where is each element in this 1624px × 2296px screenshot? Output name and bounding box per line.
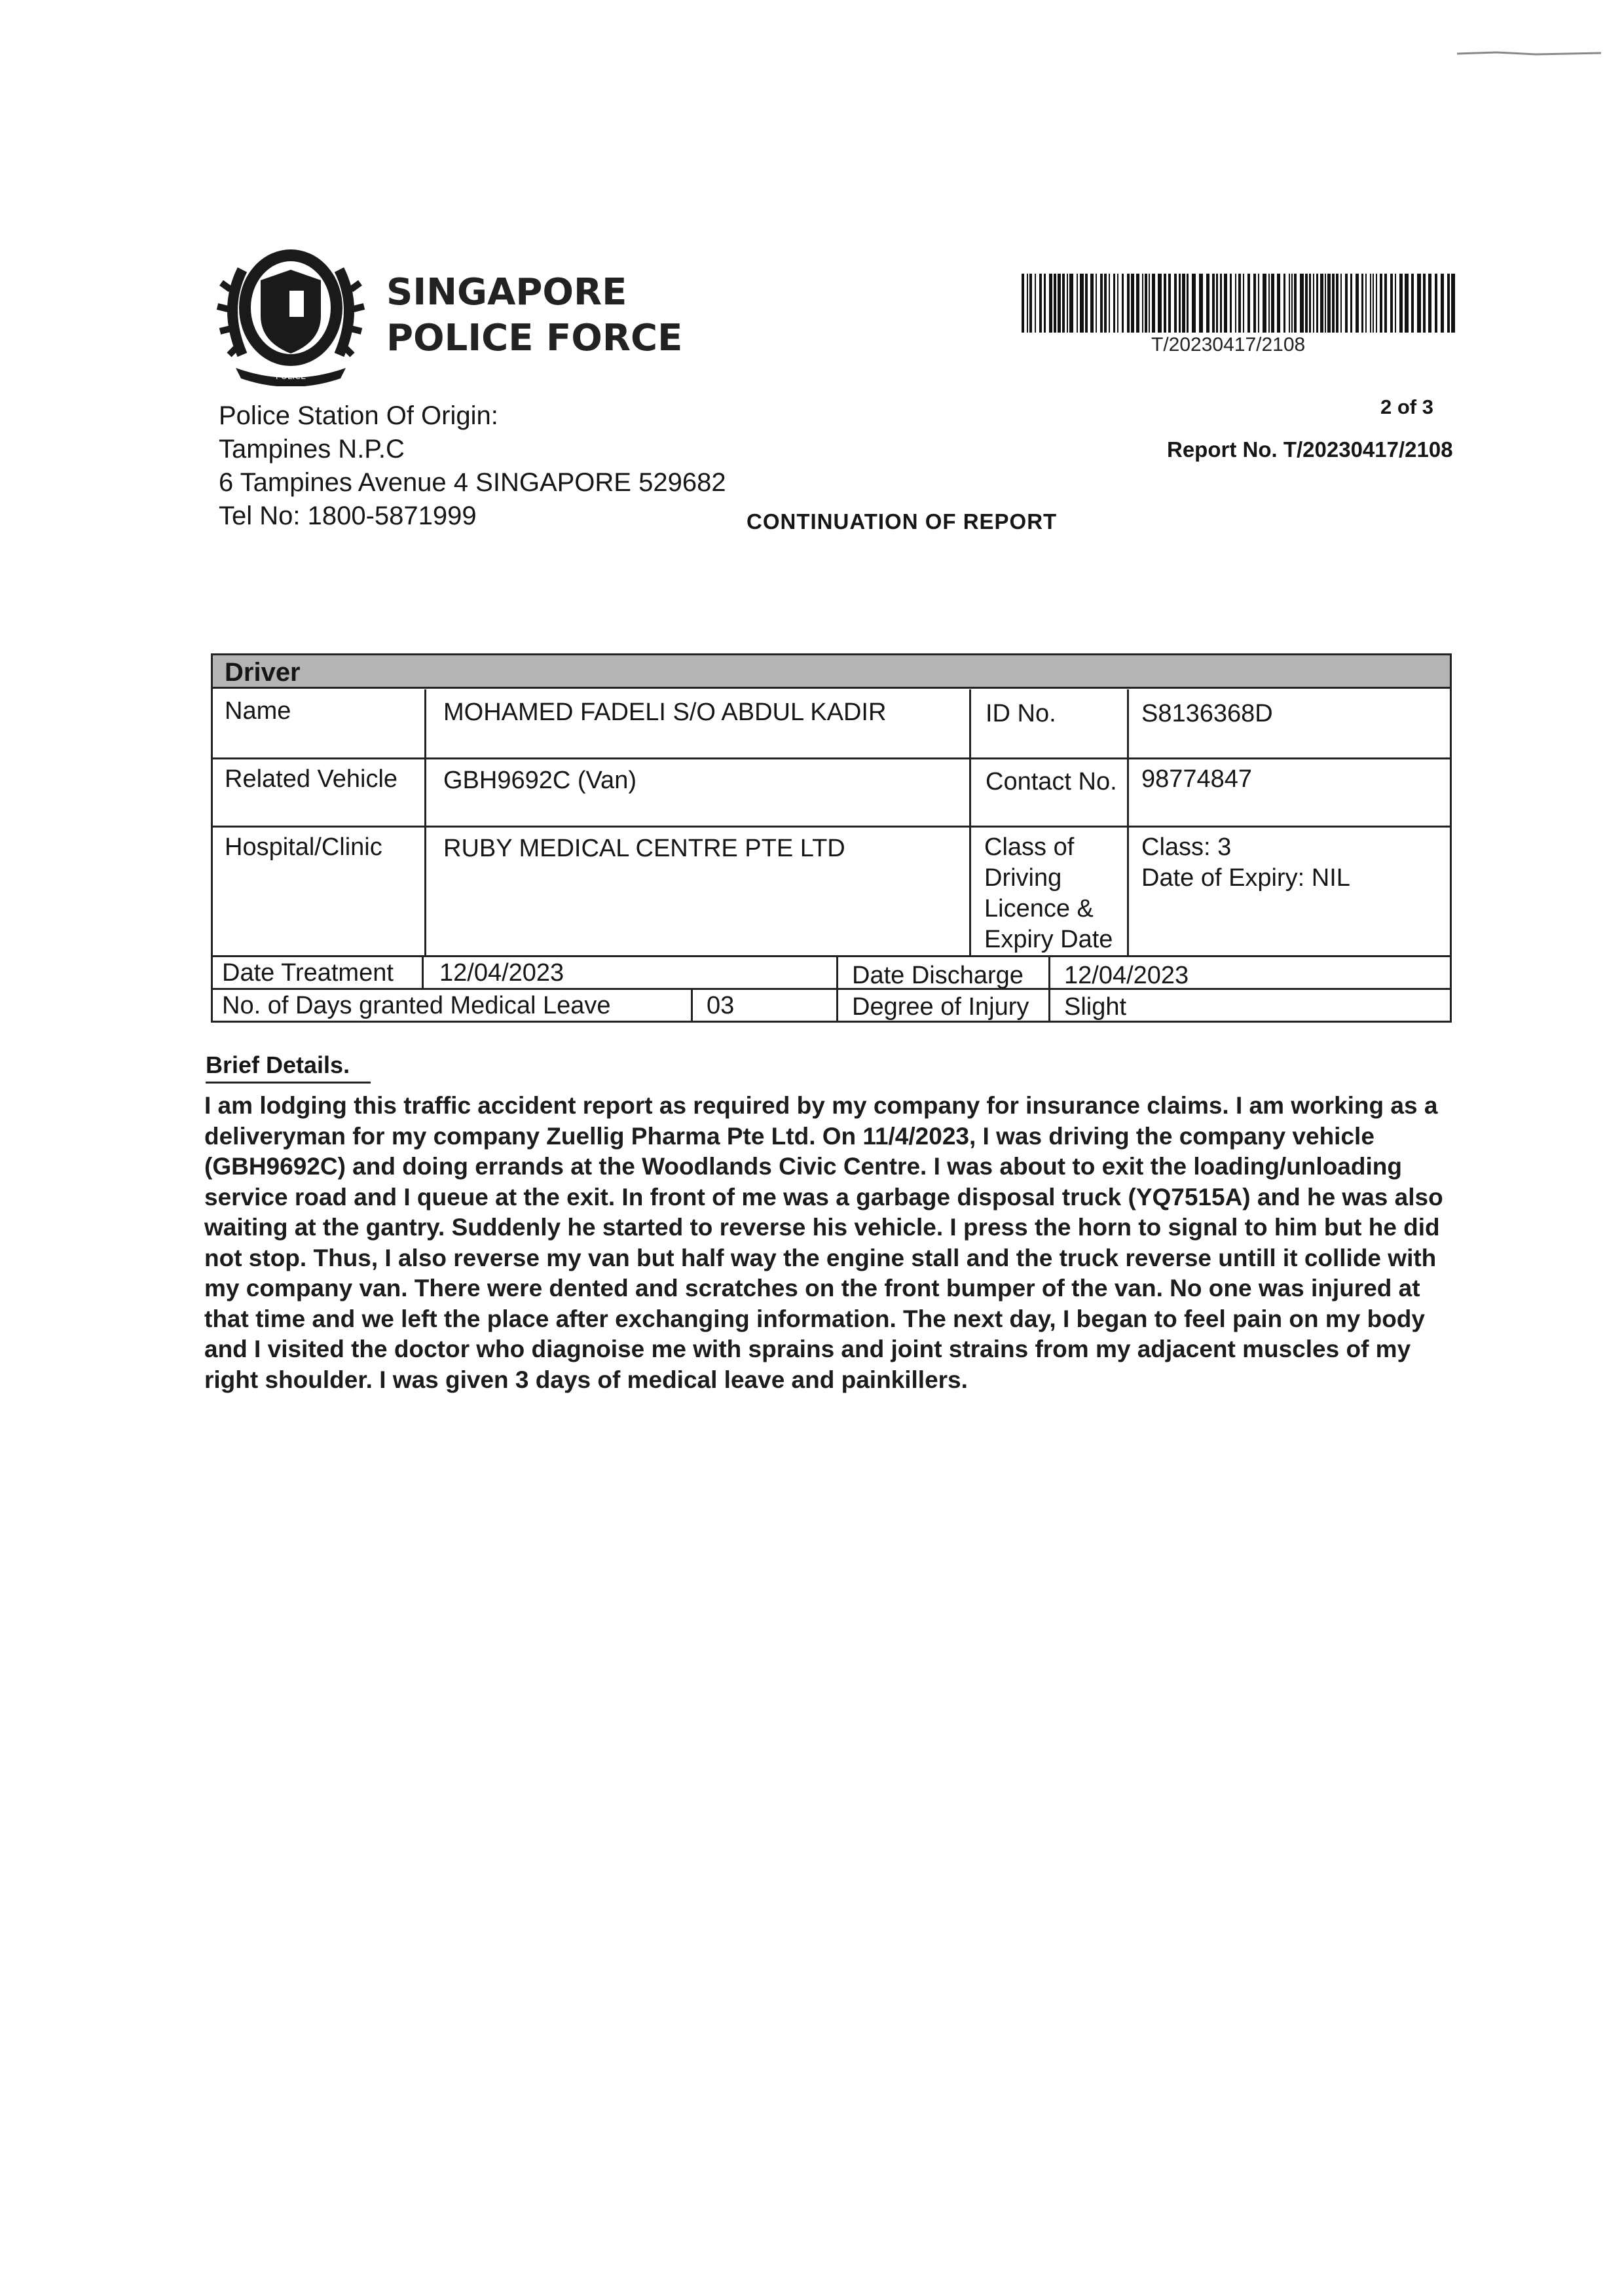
barcode-bar [1243,274,1244,333]
barcode-bar [1192,274,1196,333]
barcode-bar [1435,274,1437,333]
barcode-bar [1373,274,1374,333]
vehicle-value: GBH9692C (Van) [443,767,637,794]
licence-label-line-4: Expiry Date [984,926,1113,953]
barcode-bar [1206,274,1209,333]
station-label: Police Station Of Origin: [219,401,498,430]
org-line-2: POLICE FORCE [386,317,683,359]
barcode-bar [1336,274,1338,333]
barcode-bar [1451,274,1455,333]
barcode-bar [1044,274,1046,333]
station-name: Tampines N.P.C [219,435,405,464]
barcode-bar [1062,274,1065,333]
licence-expiry: Date of Expiry: NIL [1141,864,1350,892]
barcode-bar [1263,274,1266,333]
barcode-bar [1145,274,1147,333]
injury-label: Degree of Injury [852,993,1029,1021]
licence-label-line-1: Class of [984,833,1075,861]
barcode-bar [1283,274,1285,333]
barcode-number: T/20230417/2108 [1151,334,1306,355]
barcode-bar [1117,274,1118,333]
barcode-bar [1327,274,1331,333]
licence-label-line-2: Driving [984,864,1062,892]
brief-details-underline [206,1082,371,1084]
barcode-bar [1325,274,1326,333]
barcode-bar [1152,274,1155,333]
barcode-bar [1441,274,1444,333]
barcode [1022,274,1456,339]
barcode-bar [1109,274,1110,333]
barcode-bar [1187,274,1189,333]
date-treatment-value: 12/04/2023 [439,959,564,987]
barcode-bar [1058,274,1061,333]
barcode-bar [1224,274,1227,333]
barcode-bar [1309,274,1311,333]
barcode-bar [1411,274,1414,333]
licence-class: Class: 3 [1141,833,1232,861]
barcode-bar [1131,274,1134,333]
date-discharge-value: 12/04/2023 [1064,962,1189,989]
barcode-bar [1149,274,1150,333]
barcode-bar [1127,274,1130,333]
barcode-bar [1039,274,1042,333]
barcode-bar [1316,274,1318,333]
mc-days-value: 03 [707,992,735,1019]
barcode-bar [1291,274,1293,333]
contact-value: 98774847 [1141,765,1253,793]
barcode-bar [1370,274,1371,333]
barcode-bar [1174,274,1177,333]
barcode-bar [1447,274,1450,333]
barcode-bar [1417,274,1421,333]
licence-value [1141,832,1350,894]
barcode-bar [1164,274,1166,333]
barcode-bar [1122,274,1124,333]
barcode-bar [1365,274,1367,333]
hospital-label: Hospital/Clinic [225,833,382,861]
barcode-bar [1085,274,1088,333]
barcode-bar [1069,274,1073,333]
barcode-bar [1168,274,1171,333]
licence-label [984,832,1113,955]
barcode-bar [1100,274,1103,333]
barcode-bar [1067,274,1068,333]
mc-days-label: No. of Days granted Medical Leave [222,992,611,1019]
id-label: ID No. [986,700,1056,727]
driver-table [211,653,1452,1023]
brief-details-text: I am lodging this traffic accident report as required by my company for insurance claims. I am working as a deliveryman for my company Zuellig Pharma Pte Ltd. On 11/4/2023, I was driving the company vehicle (GBH9692C) and doing errands at the Woodlands Civic Centre. I was about to exit the loading/unloading service road and I queue at the exit. In front of me was a garbage disposal truck (YQ7515A) and he was also waiting at the gantry. Suddenly he started to reverse his vehicle. I press the horn to signal to him but he did not stop. Thus, I also reverse my van but half way the engine stall and the truck reverse untill it collide with my company van. There were dented and scratches on the front bumper of the van. No one was injured at that time and we left the place after exchanging information. The next day, I began to feel pain on my body and I visited the doctor who diagnoise me with sprains and joint strains from my adjacent muscles of my right shoulder. I was given 3 days of medical leave and painkillers. [204,1092,1443,1393]
barcode-bar [1212,274,1215,333]
barcode-bar [1376,274,1377,333]
barcode-bar [1350,274,1352,333]
barcode-bar [1428,274,1431,333]
contact-label: Contact No. [986,768,1117,795]
barcode-bar [1300,274,1304,333]
barcode-bar [1305,274,1308,333]
barcode-bar [1423,274,1426,333]
injury-value: Slight [1064,993,1127,1021]
barcode-bar [1332,274,1335,333]
vehicle-label: Related Vehicle [225,765,398,793]
barcode-bar [1294,274,1297,333]
barcode-bar [1313,274,1314,333]
org-line-1: SINGAPORE [386,271,627,314]
barcode-bar [1142,274,1143,333]
barcode-bar [1399,274,1403,333]
barcode-bar [1380,274,1382,333]
id-value: S8136368D [1141,700,1273,727]
barcode-bar [1049,274,1052,333]
barcode-bar [1113,274,1115,333]
station-of-origin [219,399,726,533]
barcode-bar [1035,274,1036,333]
name-label: Name [225,697,291,725]
barcode-bar [1054,274,1056,333]
barcode-bar [1320,274,1323,333]
name-value: MOHAMED FADELI S/O ABDUL KADIR [443,699,887,726]
barcode-bar [1395,274,1396,333]
barcode-bar [1136,274,1139,333]
driver-section-title: Driver [225,658,301,687]
brief-details-title: Brief Details. [206,1051,350,1078]
barcode-bar [1230,274,1232,333]
barcode-bar [1029,274,1032,333]
barcode-bar [1216,274,1218,333]
barcode-bar [1158,274,1162,333]
hospital-value: RUBY MEDICAL CENTRE PTE LTD [443,835,845,862]
barcode-bar [1080,274,1084,333]
report-number: Report No. T/20230417/2108 [1167,437,1453,462]
barcode-bar [1220,274,1222,333]
barcode-bar [1345,274,1348,333]
barcode-bar [1277,274,1280,333]
barcode-bar [1268,274,1270,333]
barcode-bar [1405,274,1409,333]
barcode-bar [1384,274,1387,333]
barcode-bar [1356,274,1359,333]
station-address: 6 Tampines Avenue 4 SINGAPORE 529682 [219,468,726,497]
station-tel: Tel No: 1800-5871999 [219,501,477,530]
barcode-bar [1104,274,1107,333]
barcode-bar [1090,274,1094,333]
barcode-bar [1027,274,1028,333]
continuation-title: CONTINUATION OF REPORT [747,509,1058,534]
organisation-name [386,270,682,361]
page-number: 2 of 3 [1380,395,1433,418]
barcode-bar [1289,274,1290,333]
licence-label-line-3: Licence & [984,895,1094,922]
barcode-bar [1077,274,1078,333]
barcode-bar [1340,274,1342,333]
barcode-bar [1390,274,1393,333]
date-discharge-label: Date Discharge [852,962,1024,989]
scan-mark [1457,51,1601,58]
crest-ribbon-text: POLICE [275,372,306,382]
barcode-bar [1199,274,1203,333]
barcode-bar [1247,274,1250,333]
police-crest-logo [216,244,365,386]
barcode-bar [1258,274,1259,333]
barcode-bar [1238,274,1241,333]
driver-section-header [211,653,1452,689]
barcode-bar [1271,274,1274,333]
barcode-bar [1235,274,1236,333]
barcode-bar [1361,274,1363,333]
date-treatment-label: Date Treatment [222,959,394,987]
barcode-bar [1182,274,1185,333]
barcode-bar [1022,274,1024,333]
barcode-bar [1179,274,1181,333]
barcode-bar [1253,274,1256,333]
barcode-bar [1096,274,1097,333]
